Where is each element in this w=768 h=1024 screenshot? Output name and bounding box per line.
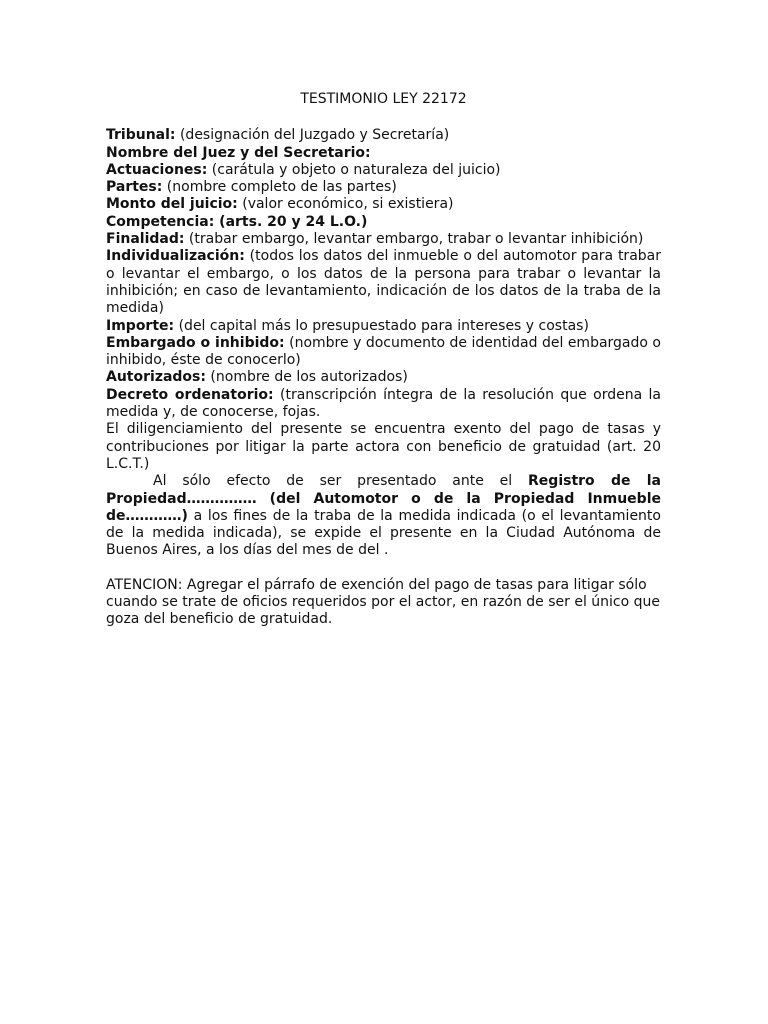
attention-note: ATENCION: Agregar el párrafo de exención del pago de tasas para litigar sólo cuando se trate de oficios requeridos por el actor, en razón de ser el único que goza del beneficio de gratuidad. — [106, 576, 661, 628]
closing-rest: a los fines de la traba de la medida indicada (o el levantamiento de la medida indicada), se expide el presente en la Ciudad Autónoma de Buenos Aires, a los días del mes de del . — [106, 507, 661, 559]
field-importe — [106, 318, 661, 335]
field-value: (nombre de los autorizados) — [205, 369, 408, 386]
field-value: (designación del Juzgado y Secretaría) — [175, 127, 450, 144]
field-label: Importe: — [106, 317, 175, 334]
field-value: (valor económico, si existiera) — [237, 196, 454, 213]
field-tribunal — [106, 127, 661, 144]
field-finalidad — [106, 231, 661, 248]
field-partes — [106, 179, 661, 196]
field-value: (todos los datos del inmueble o del automotor para trabar o levantar el embargo, o los datos de la persona para trabar o levantar la inhibición; en caso de levantamiento, indicación de los datos de la traba de la medida) — [106, 248, 661, 317]
field-value: (carátula y objeto o naturaleza del juicio) — [207, 161, 501, 178]
field-label: Finalidad: — [106, 231, 185, 248]
field-value: (nombre y documento de identidad del embargado o inhibido, éste de conocerlo) — [106, 334, 661, 369]
field-autorizados — [106, 369, 661, 386]
field-label: Nombre del Juez y del Secretario: — [106, 144, 371, 161]
field-decreto — [106, 387, 661, 422]
field-value: (nombre completo de las partes) — [162, 179, 397, 196]
exemption-paragraph: El diligenciamiento del presente se encuentra exento del pago de tasas y contribuciones por litigar la parte actora con beneficio de gratuidad (art. 20 L.C.T.) — [106, 421, 661, 472]
closing-registry: Registro de la Propiedad…………… (del Automotor o de la Propiedad Inmueble de…………) — [106, 473, 662, 524]
field-label: Tribunal: — [106, 127, 176, 144]
field-juez-secretario — [106, 145, 661, 162]
closing-intro: Al sólo efecto de ser presentado ante el — [153, 473, 529, 490]
field-value: (transcripción íntegra de la resolución que ordena la medida y, de conocerse, fojas. — [106, 386, 661, 421]
field-label: Partes: — [106, 179, 163, 196]
field-label: Competencia: (arts. 20 y 24 L.O.) — [106, 213, 368, 230]
field-label: Monto del juicio: — [106, 196, 238, 213]
field-embargado — [106, 335, 661, 370]
closing-paragraph — [106, 473, 661, 559]
field-competencia — [106, 214, 661, 231]
form-fields — [106, 127, 661, 421]
field-actuaciones — [106, 162, 661, 179]
field-value: (del capital más lo presupuestado para intereses y costas) — [174, 317, 589, 334]
document-title: TESTIMONIO LEY 22172 — [300, 91, 467, 107]
field-individualizacion — [106, 248, 661, 317]
field-label: Embargado o inhibido: — [106, 334, 285, 351]
field-label: Autorizados: — [106, 369, 206, 386]
field-label: Individualización: — [106, 248, 245, 265]
field-label: Decreto ordenatorio: — [106, 386, 274, 403]
blank-line — [106, 560, 661, 577]
field-value: (trabar embargo, levantar embargo, trabar o levantar inhibición) — [184, 231, 644, 248]
field-label: Actuaciones: — [106, 161, 208, 178]
document-page — [106, 91, 661, 629]
field-monto — [106, 196, 661, 213]
